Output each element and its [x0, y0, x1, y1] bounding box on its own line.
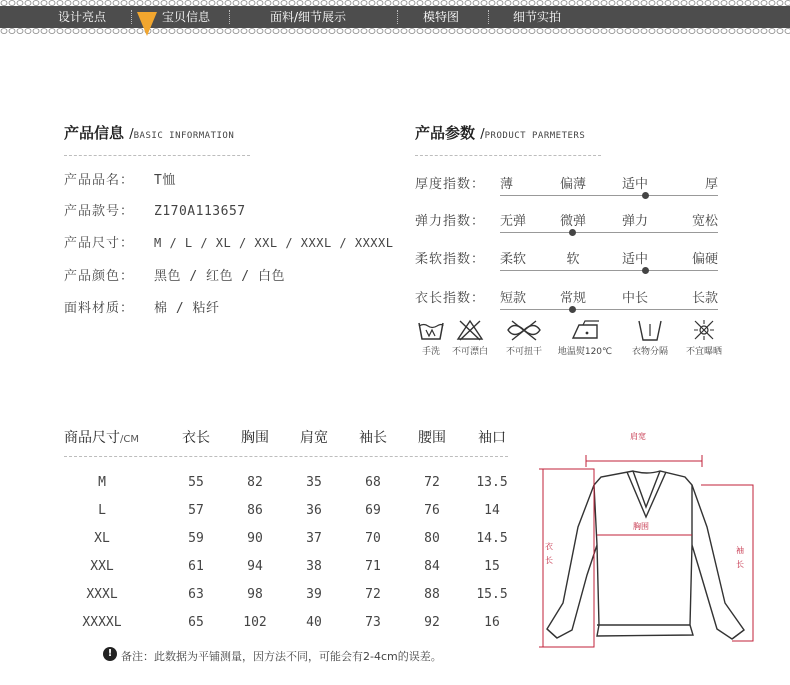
size-table-size: XL: [94, 531, 110, 546]
care-label: 不可漂白: [451, 347, 488, 357]
size-table-cell: 70: [365, 531, 381, 546]
size-table-size: L: [98, 503, 106, 518]
size-table-cell: 36: [306, 503, 322, 518]
param-label: 柔软指数：: [415, 252, 486, 267]
param-label: 衣长指数：: [415, 291, 486, 306]
table-divider: [64, 456, 508, 457]
param-scale-line: [500, 232, 718, 233]
size-table-cell: 84: [424, 559, 440, 574]
size-table-cell: 15.5: [476, 587, 508, 602]
params-title: 产品参数 /PRODUCT PARMETERS: [415, 124, 586, 142]
param-option: 微弹: [559, 214, 586, 229]
care-label: 手洗: [421, 347, 440, 357]
size-table-size: XXXL: [86, 587, 118, 602]
size-table-cell: 15: [484, 559, 500, 574]
size-table-cell: 59: [188, 531, 204, 546]
param-scale-line: [500, 309, 718, 310]
param-scale-line: [500, 195, 718, 196]
param-option: 薄: [500, 177, 514, 192]
info-row-style-number: 产品款号： Z170A113657: [64, 204, 246, 219]
size-table-cell: 82: [247, 475, 263, 490]
size-table-size: XXL: [90, 559, 114, 574]
nav-separator: [488, 10, 489, 24]
info-row-name: 产品品名： T恤: [64, 173, 176, 188]
size-table-cell: 16: [484, 615, 500, 630]
basic-info-title: 产品信息 /BASIC INFORMATION: [64, 124, 235, 142]
care-no-wring: [494, 318, 554, 357]
measurement-note: 备注：此数据为平铺测量，因方法不同，可能会有2-4cm的误差。: [121, 650, 442, 663]
size-table-cell: 72: [365, 587, 381, 602]
size-table-cell: 14: [484, 503, 500, 518]
nav-item-design-highlights[interactable]: 设计亮点: [58, 10, 107, 24]
param-option: 宽松: [691, 214, 718, 229]
size-table-cell: 80: [424, 531, 440, 546]
param-scale-line: [500, 270, 718, 271]
size-table-cell: 94: [247, 559, 263, 574]
param-selected-dot: [642, 192, 649, 199]
size-table-size: M: [98, 475, 106, 490]
care-no-sun-dry: [674, 318, 734, 357]
size-table-cell: 63: [188, 587, 204, 602]
size-table-cell: 68: [365, 475, 381, 490]
size-table-header: 袖口: [478, 430, 506, 446]
size-table-cell: 88: [424, 587, 440, 602]
nav-separator: [229, 10, 230, 24]
size-table-cell: 38: [306, 559, 322, 574]
size-table-size: XXXXL: [82, 615, 122, 630]
size-table-cell: 73: [365, 615, 381, 630]
param-option: 短款: [500, 291, 527, 306]
size-table-cell: 39: [306, 587, 322, 602]
care-label: 不可扭干: [505, 347, 542, 357]
param-option: 适中: [621, 252, 648, 267]
param-option: 长款: [691, 291, 718, 306]
size-table-cell: 37: [306, 531, 322, 546]
shoulder-label: 肩宽: [630, 432, 646, 441]
size-table-header-first: 商品尺寸/CM: [64, 430, 139, 446]
garment-measurement-diagram: [535, 425, 760, 655]
param-option: 偏薄: [559, 177, 586, 192]
size-table-cell: 69: [365, 503, 381, 518]
nav-item-detail-photos[interactable]: 细节实拍: [513, 10, 562, 24]
param-option: 偏硬: [691, 252, 718, 267]
separate-wash-icon: [635, 318, 665, 342]
care-label: 不宜曝晒: [685, 347, 722, 357]
size-table-cell: 90: [247, 531, 263, 546]
divider: [64, 155, 250, 156]
size-table-cell: 98: [247, 587, 263, 602]
length-label-1: 衣: [545, 542, 553, 551]
param-option: 无弹: [500, 214, 527, 229]
size-table-header: 衣长: [182, 430, 210, 446]
nav-separator: [397, 10, 398, 24]
param-option: 柔软: [500, 252, 527, 267]
nav-item-product-info[interactable]: 宝贝信息: [162, 10, 211, 24]
nav-item-fabric-details[interactable]: 面料/细节展示: [270, 10, 347, 24]
param-option: 弹力: [621, 214, 648, 229]
care-label: 衣物分隔: [631, 347, 668, 357]
param-label: 厚度指数：: [415, 177, 486, 192]
no-bleach-icon: [455, 318, 485, 342]
size-table-cell: 65: [188, 615, 204, 630]
size-table-cell: 76: [424, 503, 440, 518]
care-label: 地温熨120℃: [557, 347, 613, 357]
size-table-cell: 71: [365, 559, 381, 574]
param-option: 常规: [559, 291, 586, 306]
no-wring-icon: [504, 318, 544, 342]
care-low-iron: [555, 318, 615, 357]
info-row-colors: 产品颜色： 黑色 / 红色 / 白色: [64, 269, 285, 284]
param-label: 弹力指数：: [415, 214, 486, 229]
param-option: 中长: [621, 291, 648, 306]
no-sun-dry-icon: [689, 318, 719, 342]
sleeve-label-2: 长: [736, 560, 744, 569]
param-selected-dot: [569, 306, 576, 313]
size-table-cell: 102: [243, 615, 267, 630]
size-table-cell: 55: [188, 475, 204, 490]
low-iron-icon: [567, 318, 603, 342]
bottom-wave-border: [0, 28, 790, 34]
info-icon: !: [103, 647, 117, 661]
size-table-header: 袖长: [359, 430, 387, 446]
param-option: 软: [566, 252, 580, 267]
info-row-sizes: 产品尺寸： M / L / XL / XXL / XXXL / XXXXL: [64, 236, 394, 251]
info-row-material: 面料材质： 棉 / 粘纤: [64, 301, 220, 316]
divider: [415, 155, 601, 156]
size-table-header: 肩宽: [300, 430, 328, 446]
size-table-cell: 57: [188, 503, 204, 518]
param-option: 厚: [704, 177, 718, 192]
nav-item-model-photos[interactable]: 模特图: [423, 10, 460, 24]
param-selected-dot: [569, 229, 576, 236]
length-label-2: 长: [545, 556, 553, 565]
size-table-cell: 35: [306, 475, 322, 490]
size-table-cell: 92: [424, 615, 440, 630]
size-table-cell: 86: [247, 503, 263, 518]
param-selected-dot: [642, 267, 649, 274]
care-no-bleach: [440, 318, 500, 357]
size-table-cell: 72: [424, 475, 440, 490]
nav-bar: [0, 6, 790, 28]
size-table-cell: 61: [188, 559, 204, 574]
size-table-cell: 14.5: [476, 531, 508, 546]
size-table-header: 腰围: [418, 430, 446, 446]
sleeve-label-1: 袖: [736, 546, 744, 555]
active-tab-arrow-icon: [137, 12, 157, 36]
nav-separator: [131, 10, 132, 24]
size-table-cell: 40: [306, 615, 322, 630]
size-table-header: 胸围: [241, 430, 269, 446]
chest-label: 胸围: [633, 522, 649, 531]
care-separate-wash: [620, 318, 680, 357]
param-option: 适中: [621, 177, 648, 192]
size-table-cell: 13.5: [476, 475, 508, 490]
